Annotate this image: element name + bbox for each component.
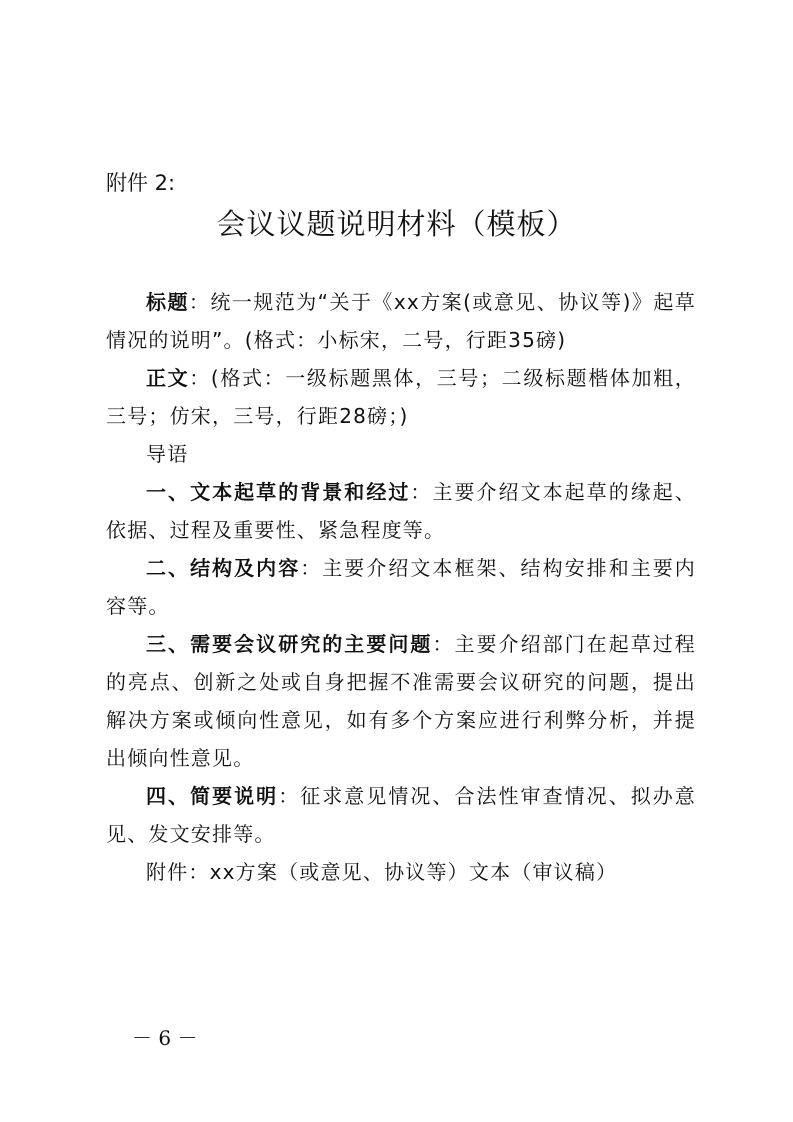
section-heading: 二、结构及内容 — [146, 556, 301, 580]
paragraph-text: ：主要介绍文本起草的缘起、依据、过程及重要性、紧急程度等。 — [106, 480, 696, 542]
paragraph-attachment — [106, 853, 696, 891]
paragraph-lead: 标题 — [146, 290, 189, 314]
paragraph-section-4 — [106, 777, 696, 853]
paragraph-section-2 — [106, 549, 696, 625]
paragraph-body-rule — [106, 359, 696, 435]
paragraph-text: ：征求意见情况、合法性审查情况、拟办意见、发文安排等。 — [106, 784, 696, 846]
paragraph-text: ：(格式：一级标题黑体，三号；二级标题楷体加粗，三号；仿宋，三号，行距28磅；) — [106, 366, 696, 428]
section-heading: 三、需要会议研究的主要问题 — [146, 632, 433, 656]
attachment-label: 附件 2: — [106, 171, 176, 195]
paragraph-intro — [106, 435, 696, 473]
paragraph-text: ：统一规范为“关于《xx方案(或意见、协议等)》起草情况的说明”。(格式：小标宋，二号，行距35磅) — [106, 290, 696, 352]
paragraph-section-1 — [106, 473, 696, 549]
paragraph-text: 导语 — [146, 442, 189, 466]
paragraph-text: ：主要介绍文本框架、结构安排和主要内容等。 — [106, 556, 696, 618]
paragraph-section-3 — [106, 625, 696, 777]
paragraph-lead: 正文 — [146, 366, 190, 390]
document-body — [106, 283, 696, 891]
section-heading: 四、简要说明 — [146, 784, 279, 808]
document-title: 会议议题说明材料（模板） — [216, 207, 577, 241]
section-heading: 一、文本起草的背景和经过 — [146, 480, 411, 504]
paragraph-text: 附件：xx方案（或意见、协议等）文本（审议稿） — [146, 860, 618, 884]
paragraph-text: ：主要介绍部门在起草过程的亮点、创新之处或自身把握不准需要会议研究的问题，提出解决方案或倾向性意见，如有多个方案应进行利弊分析，并提出倾向性意见。 — [106, 632, 696, 770]
page-number: － 6 － — [132, 1026, 198, 1050]
paragraph-title-rule — [106, 283, 696, 359]
